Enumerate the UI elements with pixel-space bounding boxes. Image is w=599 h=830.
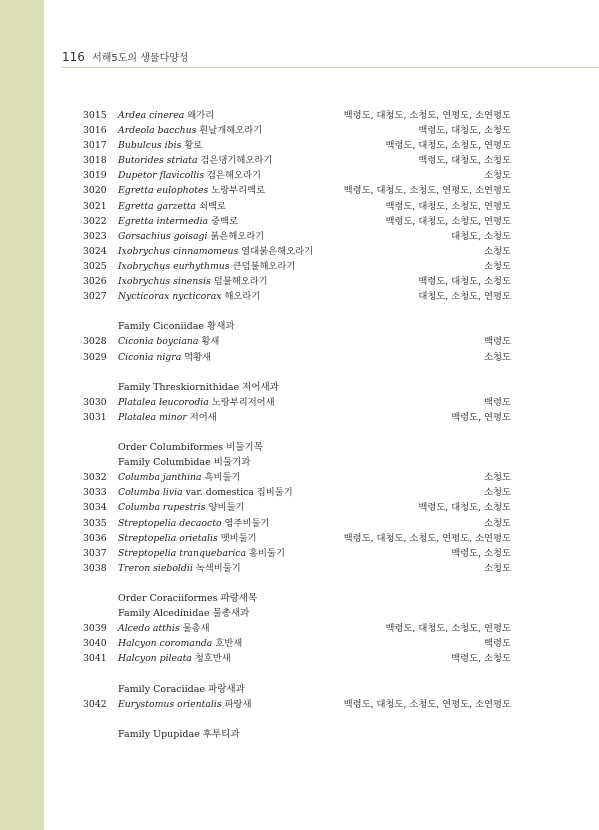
species-number: 3024 — [83, 245, 107, 257]
species-name — [118, 531, 257, 546]
korean-name: 노랑부리백로 — [208, 185, 266, 197]
scientific-name: Columba livia — [118, 487, 183, 499]
scientific-name: Platalea minor — [118, 411, 187, 423]
species-number: 3015 — [83, 110, 107, 121]
scientific-name: Streptopelia decaocto — [118, 517, 222, 529]
island-locations: 백령도, 소청도 — [451, 653, 511, 665]
species-number: 3041 — [83, 653, 107, 665]
species-row — [0, 153, 599, 168]
species-number: 3031 — [83, 411, 107, 423]
scientific-name: Streptopelia orietalis — [118, 532, 218, 544]
scientific-name: Ciconia boyciana — [118, 336, 199, 348]
island-locations: 백령도 — [484, 396, 511, 408]
island-locations: 백령도, 대청도, 소청도, 연평도, 소연평도 — [343, 698, 511, 710]
island-locations: 소청도 — [484, 245, 511, 257]
species-row — [0, 108, 599, 123]
scientific-name: Columba janthina — [118, 472, 202, 484]
species-number: 3030 — [83, 396, 107, 408]
species-name — [118, 289, 260, 304]
species-name — [118, 153, 272, 168]
scientific-name: Halcyon pileata — [118, 653, 192, 665]
species-list — [0, 108, 599, 742]
species-name — [118, 138, 202, 153]
header-divider — [62, 67, 599, 68]
scientific-name: Nycticorax nycticorax — [118, 291, 222, 303]
island-locations: 백령도, 대청도, 소청도, 연평도 — [385, 200, 511, 212]
island-locations: 백령도, 대청도, 소청도 — [418, 125, 511, 137]
species-number: 3016 — [83, 125, 107, 137]
island-locations: 소청도 — [484, 170, 511, 182]
species-name — [118, 274, 268, 289]
species-row — [0, 138, 599, 153]
species-name — [118, 500, 244, 515]
species-name — [118, 621, 210, 636]
page-number: 116 — [62, 50, 85, 64]
island-locations: 백령도 — [484, 336, 511, 348]
book-title: 서해5도의 생물다양성 — [92, 53, 189, 64]
korean-name: 중백로 — [208, 215, 238, 227]
scientific-name: Egretta intermedia — [118, 215, 209, 227]
species-number: 3026 — [83, 276, 107, 288]
taxon-heading: Family Upupidae 후투티과 — [118, 728, 240, 740]
species-row — [0, 289, 599, 304]
korean-name: 흰날개해오라기 — [196, 125, 263, 137]
section-gap — [0, 304, 599, 319]
island-locations: 백령도, 대청도, 소청도 — [418, 155, 511, 167]
island-locations: 대청도, 소청도 — [451, 230, 511, 242]
species-row — [0, 516, 599, 531]
scientific-name: Butorides striata — [118, 155, 198, 167]
species-name — [118, 168, 261, 183]
species-number: 3042 — [83, 698, 107, 710]
taxon-heading: Family Coraciidae 파랑새과 — [118, 683, 245, 695]
species-number: 3022 — [83, 215, 107, 227]
scientific-name: Ciconia nigra — [118, 351, 182, 363]
island-locations: 백령도, 대청도, 소청도, 연평도, 소연평도 — [343, 532, 511, 544]
scientific-name: Egretta garzetta — [118, 200, 197, 212]
korean-name: 황로 — [181, 140, 203, 152]
species-number: 3034 — [83, 502, 107, 514]
scientific-name: Gorsachius goisagi — [118, 230, 208, 242]
korean-name: 붉은해오라기 — [207, 230, 265, 242]
island-locations: 백령도, 대청도, 소청도, 연평도 — [385, 623, 511, 635]
species-number: 3027 — [83, 291, 107, 303]
species-row — [0, 334, 599, 349]
species-number: 3029 — [83, 351, 107, 363]
species-row — [0, 485, 599, 500]
species-name — [118, 410, 217, 425]
taxon-heading: Order Columbiformes 비둘기목 — [118, 442, 263, 454]
species-number: 3038 — [83, 562, 107, 574]
species-number: 3036 — [83, 532, 107, 544]
section-gap — [0, 425, 599, 440]
korean-name: 녹색비둘기 — [192, 562, 241, 574]
species-number: 3037 — [83, 547, 107, 559]
species-row — [0, 395, 599, 410]
species-row — [0, 636, 599, 651]
korean-name: 열대붉은해오라기 — [238, 245, 314, 257]
korean-name: 파랑새 — [221, 698, 252, 710]
species-name — [118, 214, 238, 229]
island-locations: 백령도, 대청도, 소청도, 연평도 — [385, 140, 511, 152]
species-row — [0, 500, 599, 515]
species-row — [0, 410, 599, 425]
taxon-heading: Order Coraciiformes 파랑새목 — [118, 593, 258, 604]
scientific-name: Halcyon coromanda — [118, 638, 213, 650]
species-row — [0, 697, 599, 712]
species-number: 3021 — [83, 200, 107, 212]
species-name — [118, 244, 313, 259]
species-row — [0, 259, 599, 274]
taxon-heading: Family Ciconiidae 황새과 — [118, 321, 235, 333]
korean-name: 왜가리 — [184, 110, 215, 121]
scientific-name: Egretta eulophotes — [118, 185, 209, 197]
korean-name: 검은댕기해오라기 — [197, 155, 273, 167]
species-number: 3028 — [83, 336, 107, 348]
island-locations: 백령도, 연평도 — [451, 411, 511, 423]
species-row — [0, 561, 599, 576]
page-header — [62, 49, 189, 64]
island-locations: 소청도 — [484, 517, 511, 529]
korean-name: 청호반새 — [191, 653, 231, 665]
scientific-name: Bubulcus ibis — [118, 140, 182, 152]
species-name — [118, 183, 265, 198]
korean-name: 덤불해오라기 — [210, 276, 268, 288]
species-number: 3032 — [83, 472, 107, 484]
section-gap — [0, 666, 599, 681]
species-number: 3017 — [83, 140, 107, 152]
species-row — [0, 214, 599, 229]
scientific-name: Columba rupestris — [118, 502, 206, 514]
scientific-name: Ixobrychus eurhythmus — [118, 260, 230, 272]
korean-name: 양비둘기 — [205, 502, 245, 514]
island-locations: 백령도, 대청도, 소청도, 연평도 — [385, 215, 511, 227]
species-row — [0, 531, 599, 546]
species-number: 3023 — [83, 230, 107, 242]
taxon-heading: Family Alcedinidae 물총새과 — [118, 608, 250, 620]
species-row — [0, 651, 599, 666]
section-gap — [0, 576, 599, 591]
species-number: 3020 — [83, 185, 107, 197]
species-name — [118, 199, 226, 214]
species-name — [118, 516, 269, 531]
taxon-heading: Family Columbidae 비둘기과 — [118, 457, 251, 469]
korean-name: 염주비둘기 — [221, 517, 270, 529]
island-locations: 대청도, 소청도, 연평도 — [418, 291, 511, 303]
island-locations: 백령도, 대청도, 소청도, 연평도, 소연평도 — [343, 110, 511, 121]
species-name — [118, 229, 264, 244]
scientific-name: Treron sieboldii — [118, 562, 193, 574]
island-locations: 소청도 — [484, 260, 511, 272]
species-name — [118, 561, 241, 576]
species-row — [0, 229, 599, 244]
korean-name: 흑비둘기 — [201, 472, 241, 484]
species-number: 3018 — [83, 155, 107, 167]
scientific-name: Alcedo atthis — [118, 623, 180, 635]
island-locations: 소청도 — [484, 472, 511, 484]
island-locations: 백령도, 대청도, 소청도, 연평도, 소연평도 — [343, 185, 511, 197]
korean-name: 해오라기 — [221, 291, 261, 303]
scientific-name: Ixobrychus sinensis — [118, 276, 211, 288]
species-number: 3039 — [83, 623, 107, 635]
species-row — [0, 546, 599, 561]
species-row — [0, 168, 599, 183]
scientific-name: Ardea cinerea — [118, 110, 185, 121]
species-name — [118, 470, 240, 485]
korean-name: 먹황새 — [181, 351, 212, 363]
korean-name: 황새 — [198, 336, 220, 348]
species-row — [0, 123, 599, 138]
species-name — [118, 636, 242, 651]
species-name — [118, 546, 285, 561]
species-name — [118, 334, 219, 349]
taxon-heading: Family Threskiornithidae 저어새과 — [118, 381, 279, 393]
species-row — [0, 199, 599, 214]
island-locations: 백령도, 대청도, 소청도 — [418, 276, 511, 288]
scientific-name: Ixobrychus cinnamomeus — [118, 245, 239, 257]
species-row — [0, 470, 599, 485]
species-name — [118, 485, 293, 500]
korean-name: 검은해오라기 — [204, 170, 261, 182]
species-number: 3033 — [83, 487, 107, 499]
korean-name: 저어새 — [186, 411, 217, 423]
species-name — [118, 123, 262, 138]
species-name — [118, 395, 275, 410]
island-locations: 백령도 — [484, 638, 511, 650]
species-row — [0, 244, 599, 259]
section-gap — [0, 712, 599, 727]
korean-name: 홍비둘기 — [246, 547, 285, 559]
korean-name: 큰덤불해오라기 — [229, 260, 296, 272]
species-number: 3035 — [83, 517, 107, 529]
island-locations: 백령도, 소청도 — [451, 547, 511, 559]
scientific-name: Platalea leucorodia — [118, 396, 209, 408]
species-number: 3025 — [83, 260, 107, 272]
korean-name: 멧비둘기 — [217, 532, 257, 544]
species-name — [118, 350, 211, 365]
scientific-name: Dupetor flavicollis — [118, 170, 205, 182]
species-row — [0, 350, 599, 365]
korean-name: 호반새 — [212, 638, 243, 650]
island-locations: 소청도 — [484, 562, 511, 574]
island-locations: 소청도 — [484, 351, 511, 363]
korean-name: 쇠백로 — [196, 200, 226, 212]
scientific-name: Eurystomus orientalis — [118, 698, 222, 710]
species-number: 3040 — [83, 638, 107, 650]
scientific-name: Ardeola bacchus — [118, 125, 197, 137]
species-name — [118, 697, 252, 712]
species-number: 3019 — [83, 170, 107, 182]
island-locations: 소청도 — [484, 487, 511, 499]
korean-name: 노랑부리저어새 — [208, 396, 275, 408]
korean-name: 물총새 — [179, 623, 210, 635]
korean-name: var. domestica 집비둘기 — [182, 487, 293, 499]
species-name — [118, 108, 214, 123]
species-name — [118, 259, 295, 274]
species-row — [0, 183, 599, 198]
species-row — [0, 621, 599, 636]
species-name — [118, 651, 231, 666]
species-row — [0, 274, 599, 289]
scientific-name: Streptopelia tranquebarica — [118, 547, 247, 559]
section-gap — [0, 365, 599, 380]
island-locations: 백령도, 대청도, 소청도 — [418, 502, 511, 514]
